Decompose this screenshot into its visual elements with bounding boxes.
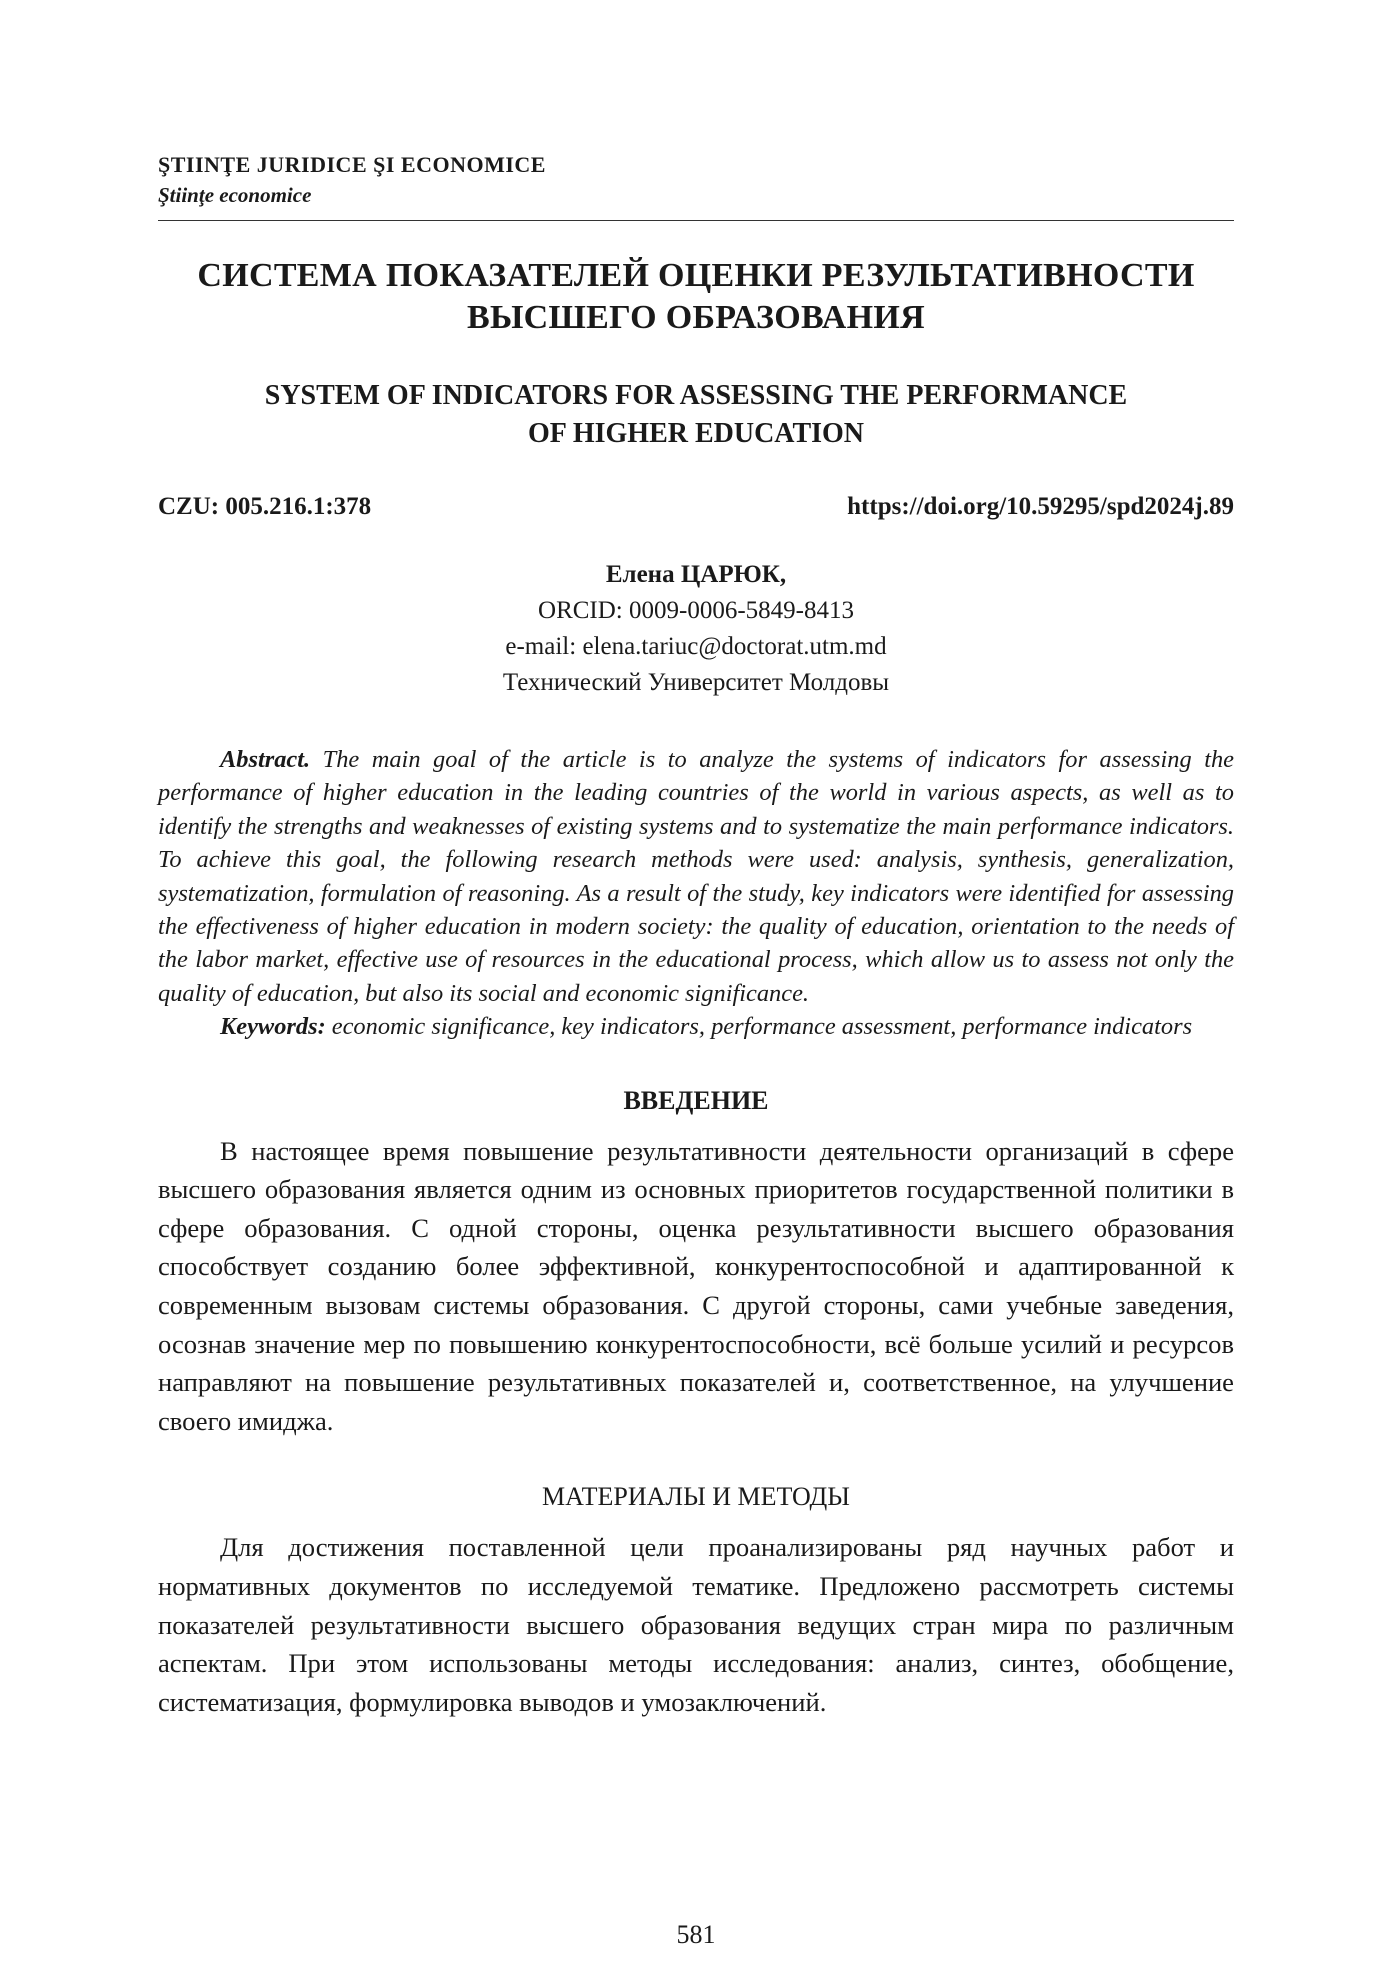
author-name: Елена ЦАРЮК, — [605, 561, 787, 588]
title-en-line-2: OF HIGHER EDUCATION — [527, 418, 865, 449]
section-heading-introduction: ВВЕДЕНИЕ — [623, 1085, 769, 1115]
title-en-line-1: SYSTEM OF INDICATORS FOR ASSESSING THE PERFORMANCE — [264, 380, 1128, 411]
identifiers-row — [158, 491, 1234, 523]
journal-running-head: ŞTIINŢE JURIDICE ŞI ECONOMICE — [158, 152, 546, 177]
title-ru-line-1: СИСТЕМА ПОКАЗАТЕЛЕЙ ОЦЕНКИ РЕЗУЛЬТАТИВНОСТИ — [197, 257, 1195, 294]
introduction-paragraph: В настоящее время повышение результативности деятельности организаций в сфере высшего образования является одним из основных приоритетов государственной политики в сфере образования. С одной стороны, оценка результативности высшего образования способствует созданию более эффективной, конкурентоспособной и адаптированной к современным вызовам системы образования. С другой стороны, сами учебные заведения, осознав значение мер по повышению конкурентоспособности, всё больше усилий и ресурсов направляют на повышение результативных показателей и, соответственное, на улучшение своего имиджа. — [158, 1135, 1234, 1436]
title-ru-line-2: ВЫСШЕГО ОБРАЗОВАНИЯ — [466, 299, 926, 336]
keywords-text: economic significance, key indicators, performance assessment, performance indicators — [325, 1013, 1193, 1041]
keywords-label: Keywords: — [220, 1013, 326, 1041]
article-page — [158, 150, 1234, 1949]
doi-link[interactable]: https://doi.org/10.59295/spd2024j.89 — [847, 493, 1234, 520]
journal-section-subhead: Ştiinţe economice — [158, 183, 312, 207]
title-english — [158, 377, 1234, 453]
czu-code: CZU: 005.216.1:378 — [158, 493, 372, 520]
header-divider — [158, 220, 1234, 221]
author-email: e-mail: elena.tariuc@doctorat.utm.md — [505, 633, 887, 660]
author-block — [158, 557, 1234, 701]
author-orcid: ORCID: 0009-0006-5849-8413 — [538, 597, 854, 624]
abstract-label: Abstract. — [220, 746, 311, 773]
materials-methods-paragraph: Для достижения поставленной цели проанализированы ряд научных работ и нормативных документов по исследуемой тематике. Предложено рассмотреть системы показателей результативности высшего образования ведущих стран мира по различным аспектам. При этом использованы методы исследования: анализ, синтез, обобщение, систематизация, формулировка выводов и умозаключений. — [158, 1532, 1234, 1717]
abstract-paragraph — [158, 743, 1234, 1010]
abstract-text: The main goal of the article is to analyze the systems of indicators for assessing the performance of higher education in the leading countries of the world in various aspects, as well as to identify the strengths and weaknesses of existing systems and to systematize the main performance indicators. To achieve this goal, the following research methods were used: analysis, synthesis, generalization, systematization, formulation of reasoning. As a result of the study, key indicators were identified for assessing the effectiveness of higher education in modern society: the quality of education, orientation to the needs of the labor market, effective use of resources in the educational process, which allow us to assess not only the quality of education, but also its social and economic significance. — [158, 746, 1234, 1007]
page-number: 581 — [676, 1920, 716, 1949]
keywords-paragraph — [158, 1010, 1234, 1043]
author-affiliation: Технический Университет Молдовы — [502, 669, 890, 696]
section-heading-materials-methods: МАТЕРИАЛЫ И МЕТОДЫ — [542, 1482, 850, 1512]
title-russian — [158, 255, 1234, 339]
